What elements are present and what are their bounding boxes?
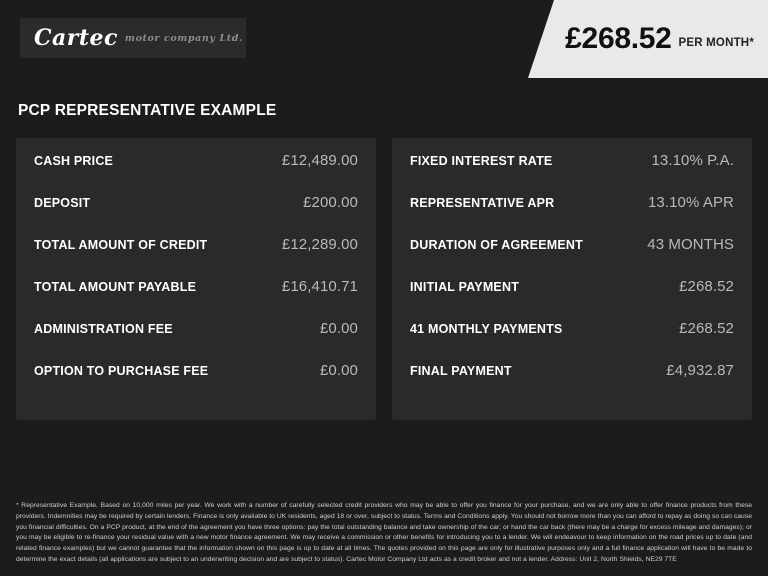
row-value: £12,489.00 xyxy=(281,152,358,169)
row-value: £4,932.87 xyxy=(666,362,734,379)
table-row xyxy=(34,194,358,236)
row-value: £268.52 xyxy=(679,320,734,337)
right-figures-panel xyxy=(392,138,752,420)
table-row xyxy=(410,278,734,320)
row-value: £0.00 xyxy=(319,362,358,379)
table-row xyxy=(410,236,734,278)
price-amount: £268.52 xyxy=(565,22,672,55)
row-label: DEPOSIT xyxy=(34,196,91,210)
table-row xyxy=(34,320,358,362)
table-row xyxy=(34,278,358,320)
row-label: TOTAL AMOUNT OF CREDIT xyxy=(34,238,208,252)
row-label: FINAL PAYMENT xyxy=(410,364,512,378)
row-value: £0.00 xyxy=(319,320,358,337)
row-value: 43 MONTHS xyxy=(647,236,734,253)
figures-panels xyxy=(16,138,752,420)
row-label: CASH PRICE xyxy=(34,154,114,168)
row-value: £268.52 xyxy=(679,278,734,295)
table-row xyxy=(410,194,734,236)
page-header xyxy=(0,0,768,78)
table-row xyxy=(34,152,358,194)
row-label: 41 MONTHLY PAYMENTS xyxy=(410,322,563,336)
left-figures-panel xyxy=(16,138,376,420)
legal-footnote: * Representative Example. Based on 10,000 miles per year. We work with a number of carefully selected credit providers who may be able to offer you finance for your purchase, and we are only able to offer finance products from these providers. Indemnities may be required by certain lenders. Finance is only available to UK residents, aged 18 or over, subject to status. Terms and Conditions apply. You should not borrow more than you can afford to repay as doing so can cause you financial difficulties. On a PCP product, at the end of the agreement you have three options: pay the total outstanding balance and take ownership of the car; or hand the car back (there may be a charge for excess mileage and damages); or you may be eligible to re-finance your residual value with a new motor finance agreement. We may receive a commission or other benefits for introducing you to a lender. We will endeavour to keep information on the road prices up to date (and related finance examples) but we cannot guarantee that the information shown on this page is up to date at all times. The quotes provided on this page are only for illustrative purposes only and a full finance application will have to be made to determine the exact details (all applications are subject to an underwriting decision and are subject to status). Cartec Motor Company Ltd acts as a credit broker and not a lender. Address: Unit 2, North Shields, NE29 7TE xyxy=(16,501,752,564)
row-label: ADMINISTRATION FEE xyxy=(34,322,173,336)
row-value: £200.00 xyxy=(303,194,358,211)
row-label: OPTION TO PURCHASE FEE xyxy=(34,364,209,378)
table-row xyxy=(410,362,734,404)
page-title: PCP REPRESENTATIVE EXAMPLE xyxy=(18,102,277,119)
brand-logo xyxy=(20,18,246,58)
row-value: £12,289.00 xyxy=(281,236,358,253)
row-label: REPRESENTATIVE APR xyxy=(410,196,555,210)
row-label: INITIAL PAYMENT xyxy=(410,280,520,294)
row-label: TOTAL AMOUNT PAYABLE xyxy=(34,280,197,294)
brand-logo-name: Cartec xyxy=(34,25,118,51)
row-value: 13.10% P.A. xyxy=(651,152,734,169)
brand-logo-tagline: motor company Ltd. xyxy=(124,32,243,44)
table-row xyxy=(34,236,358,278)
row-value: £16,410.71 xyxy=(281,278,358,295)
price-period: PER MONTH* xyxy=(678,37,754,49)
row-value: 13.10% APR xyxy=(647,194,734,211)
row-label: DURATION OF AGREEMENT xyxy=(410,238,583,252)
row-label: FIXED INTEREST RATE xyxy=(410,154,553,168)
table-row xyxy=(410,152,734,194)
table-row xyxy=(34,362,358,404)
table-row xyxy=(410,320,734,362)
monthly-price xyxy=(565,0,754,78)
